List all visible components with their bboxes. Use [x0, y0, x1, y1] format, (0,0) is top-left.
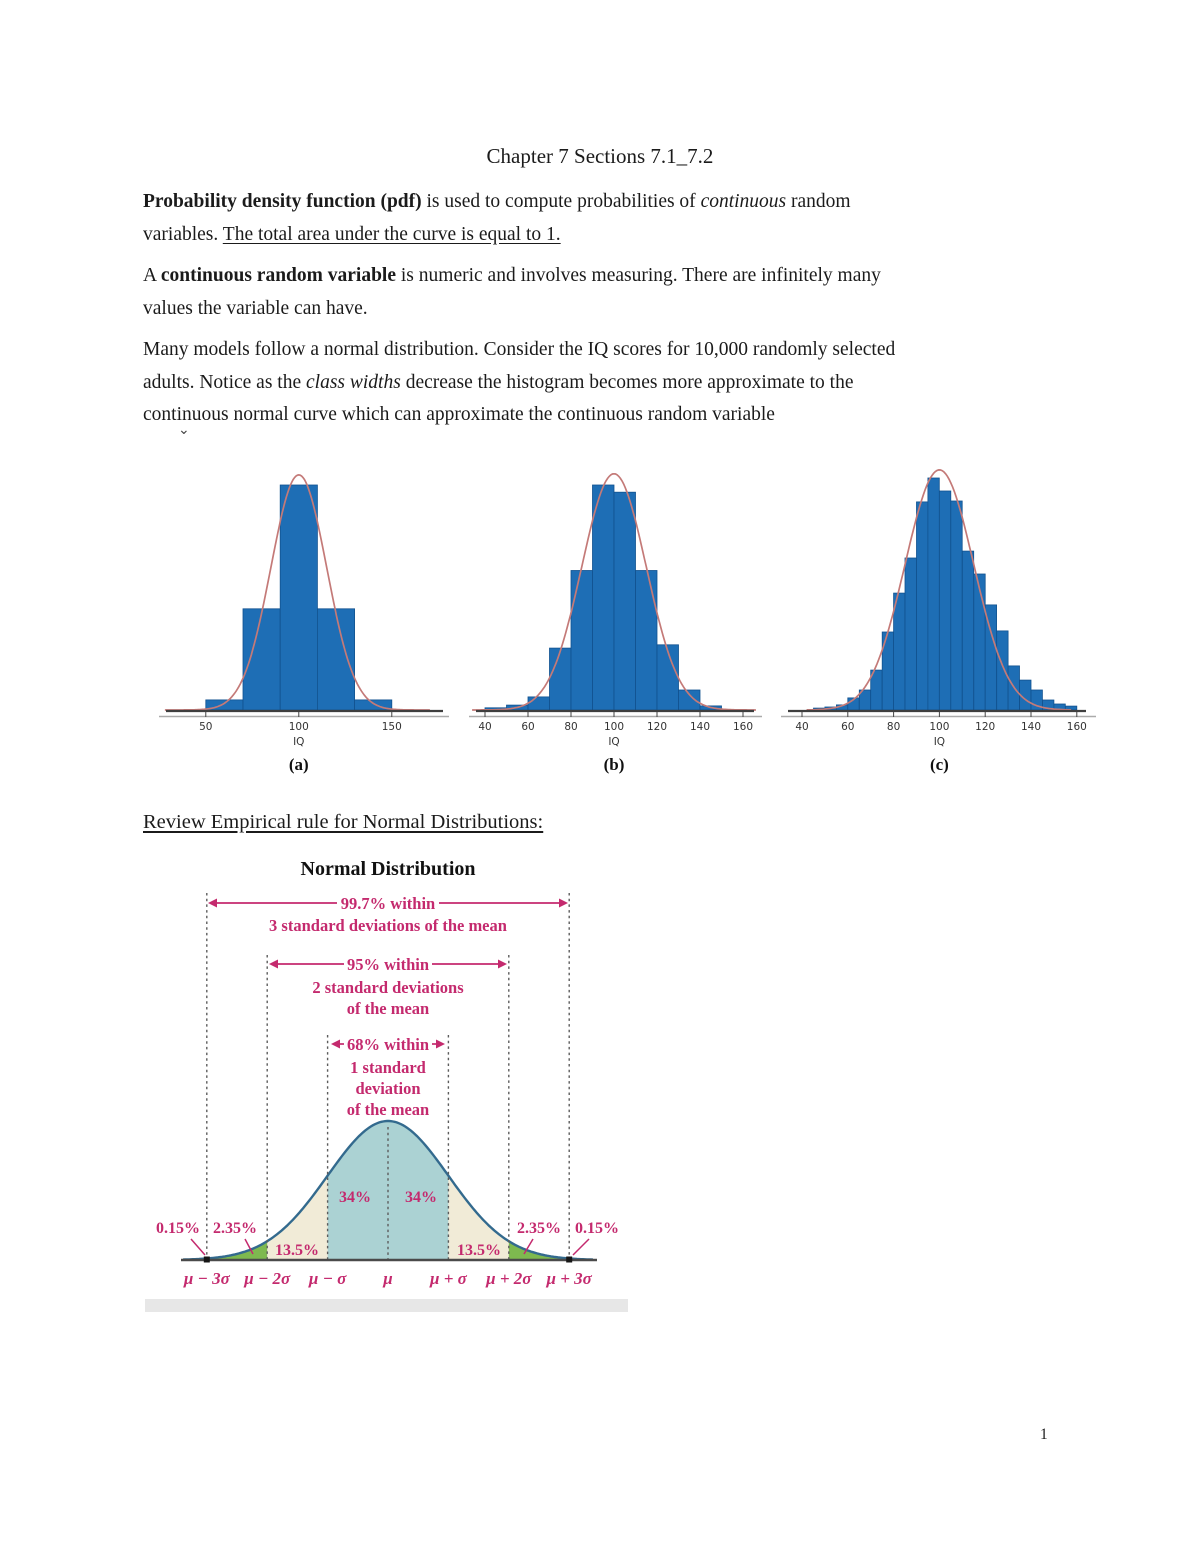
text-segment: decrease the histogram becomes more approximate to the [400, 371, 854, 393]
arrow-head [208, 899, 217, 908]
arrow-head [498, 960, 507, 969]
arrow-head [559, 899, 568, 908]
tick-label: 60 [521, 721, 535, 733]
x-axis-label: IQ [608, 736, 620, 748]
text-segment: Many models follow a normal distribution. Consider the IQ scores for 10,000 randomly selected [143, 339, 896, 360]
tick-label: 60 [841, 721, 855, 733]
tick-label: 40 [795, 721, 809, 733]
histogram-bar [917, 502, 928, 710]
histogram-chart-a [158, 450, 458, 785]
pct-13-5-left: 13.5% [275, 1242, 319, 1259]
bars [485, 485, 722, 710]
paragraph-pdf-definition [143, 186, 1067, 251]
chart-caption: (a) [288, 755, 309, 774]
text-segment: Probability density function (pdf) [143, 191, 422, 212]
text-segment: values the variable can have. [143, 297, 368, 319]
text-segment: A [143, 265, 161, 286]
pct-34-right: 34% [405, 1189, 437, 1206]
histogram-bar [657, 645, 679, 710]
paragraph-normal-models [143, 334, 1067, 432]
band-68-sub: of the mean [346, 1100, 430, 1119]
histogram-c-svg [778, 450, 1100, 780]
pct-2-35-right: 2.35% [517, 1220, 561, 1237]
tick-label: 140 [689, 721, 711, 733]
empirical-rule-heading: Review Empirical rule for Normal Distributions: [143, 811, 544, 833]
histogram-chart-b [466, 450, 766, 785]
pointer-line [573, 1239, 589, 1255]
histogram-bar [571, 571, 593, 711]
arrow-head [436, 1040, 445, 1049]
sigma-axis-label: μ + σ [429, 1269, 467, 1288]
histogram-a-svg [158, 450, 458, 780]
text-segment: The total area under the curve is equal to 1. [222, 223, 561, 245]
page-number: 1 [1040, 1426, 1048, 1443]
band-68-sub: deviation [355, 1079, 421, 1098]
band-997-sub: 3 standard deviations of the mean [269, 916, 507, 935]
band-68-label: 68% within [346, 1035, 430, 1054]
arrow-head [331, 1040, 340, 1049]
tick-label: 80 [564, 721, 578, 733]
text-segment: continuous [700, 191, 787, 212]
chart-caption: (c) [929, 755, 949, 774]
band-95-label: 95% within [346, 955, 430, 974]
histogram-bar [280, 485, 317, 710]
histogram-bar [905, 558, 916, 710]
text-segment: adults. Notice as the [143, 371, 306, 393]
sigma-axis-label: μ − 3σ [183, 1269, 230, 1288]
tick-label: 40 [478, 721, 492, 733]
pointer-line [191, 1239, 205, 1255]
histogram-bar [974, 574, 985, 710]
pct-0-15-right: 0.15% [575, 1220, 619, 1237]
bars [814, 478, 1077, 710]
histogram-b-svg [466, 450, 766, 780]
tick-label: 120 [975, 721, 996, 733]
sigma-axis-label: μ − σ [308, 1269, 347, 1288]
x-axis-label: IQ [293, 736, 305, 748]
histogram-bar [614, 492, 636, 710]
histogram-bar [317, 609, 354, 710]
tick-label: 150 [381, 721, 402, 733]
cursor-artifact: ⌄ [178, 423, 190, 438]
band-68-sub: 1 standard [350, 1058, 426, 1077]
tick-label: 100 [929, 721, 950, 733]
text-segment: is numeric and involves measuring. There are infinitely many [396, 265, 881, 286]
tick-label: 140 [1020, 721, 1042, 733]
text-segment: is used to compute probabilities of [421, 191, 701, 212]
pct-13-5-right: 13.5% [457, 1242, 501, 1259]
bars [206, 485, 392, 710]
histogram-bar [928, 478, 939, 710]
text-segment: class widths [306, 371, 401, 393]
pct-34-left: 34% [339, 1189, 371, 1206]
text-segment: random [786, 191, 851, 212]
band-95-sub: 2 standard deviations [312, 978, 464, 997]
sigma-axis-label: μ + 3σ [546, 1269, 592, 1288]
histogram-bar [679, 690, 701, 710]
pct-2-35-left: 2.35% [213, 1220, 257, 1237]
arrow-head [269, 960, 278, 969]
diagram-title: Normal Distribution [300, 858, 476, 880]
chart-caption: (b) [603, 755, 625, 774]
band-997-label: 99.7% within [340, 894, 436, 913]
sigma-axis-label: μ + 2σ [486, 1269, 532, 1288]
tick-label: 100 [288, 721, 309, 733]
tick-label: 100 [603, 721, 625, 733]
x-axis-label: IQ [933, 736, 946, 748]
paragraph-continuous-random-variable [143, 260, 1067, 325]
text-segment: continuous normal curve which can approximate the continuous random variable [143, 404, 775, 425]
histogram-bar [528, 697, 550, 710]
tail-dot-right [566, 1257, 572, 1263]
histogram-bar [939, 491, 950, 710]
tail-dot-left [204, 1257, 210, 1263]
histogram-bar [894, 593, 905, 710]
sigma-axis-label: μ − 2σ [244, 1269, 291, 1288]
tick-label: 160 [1066, 721, 1087, 733]
sigma-axis-label: μ [383, 1269, 393, 1288]
histogram-bar [997, 631, 1008, 710]
tick-label: 80 [886, 721, 901, 733]
band-95-sub: of the mean [346, 999, 430, 1018]
page-title: Chapter 7 Sections 7.1_7.2 [486, 144, 714, 168]
histogram-bar [593, 485, 615, 710]
histogram-bar [951, 501, 962, 710]
image-footer-bar [145, 1299, 628, 1312]
empirical-rule-diagram [145, 843, 645, 1318]
text-segment: continuous random variable [160, 265, 397, 286]
histogram-bar [243, 609, 280, 710]
histogram-chart-c [778, 450, 1100, 785]
histogram-bar [871, 670, 882, 710]
histogram-bar [636, 571, 658, 711]
tick-label: 160 [732, 721, 754, 733]
text-segment: variables. [143, 223, 223, 245]
histogram-bar [962, 551, 973, 710]
tick-label: 50 [199, 721, 213, 733]
tick-label: 120 [646, 721, 668, 733]
pct-0-15-left: 0.15% [156, 1220, 200, 1237]
empirical-rule-svg [145, 843, 645, 1318]
histogram-bar [550, 648, 572, 710]
